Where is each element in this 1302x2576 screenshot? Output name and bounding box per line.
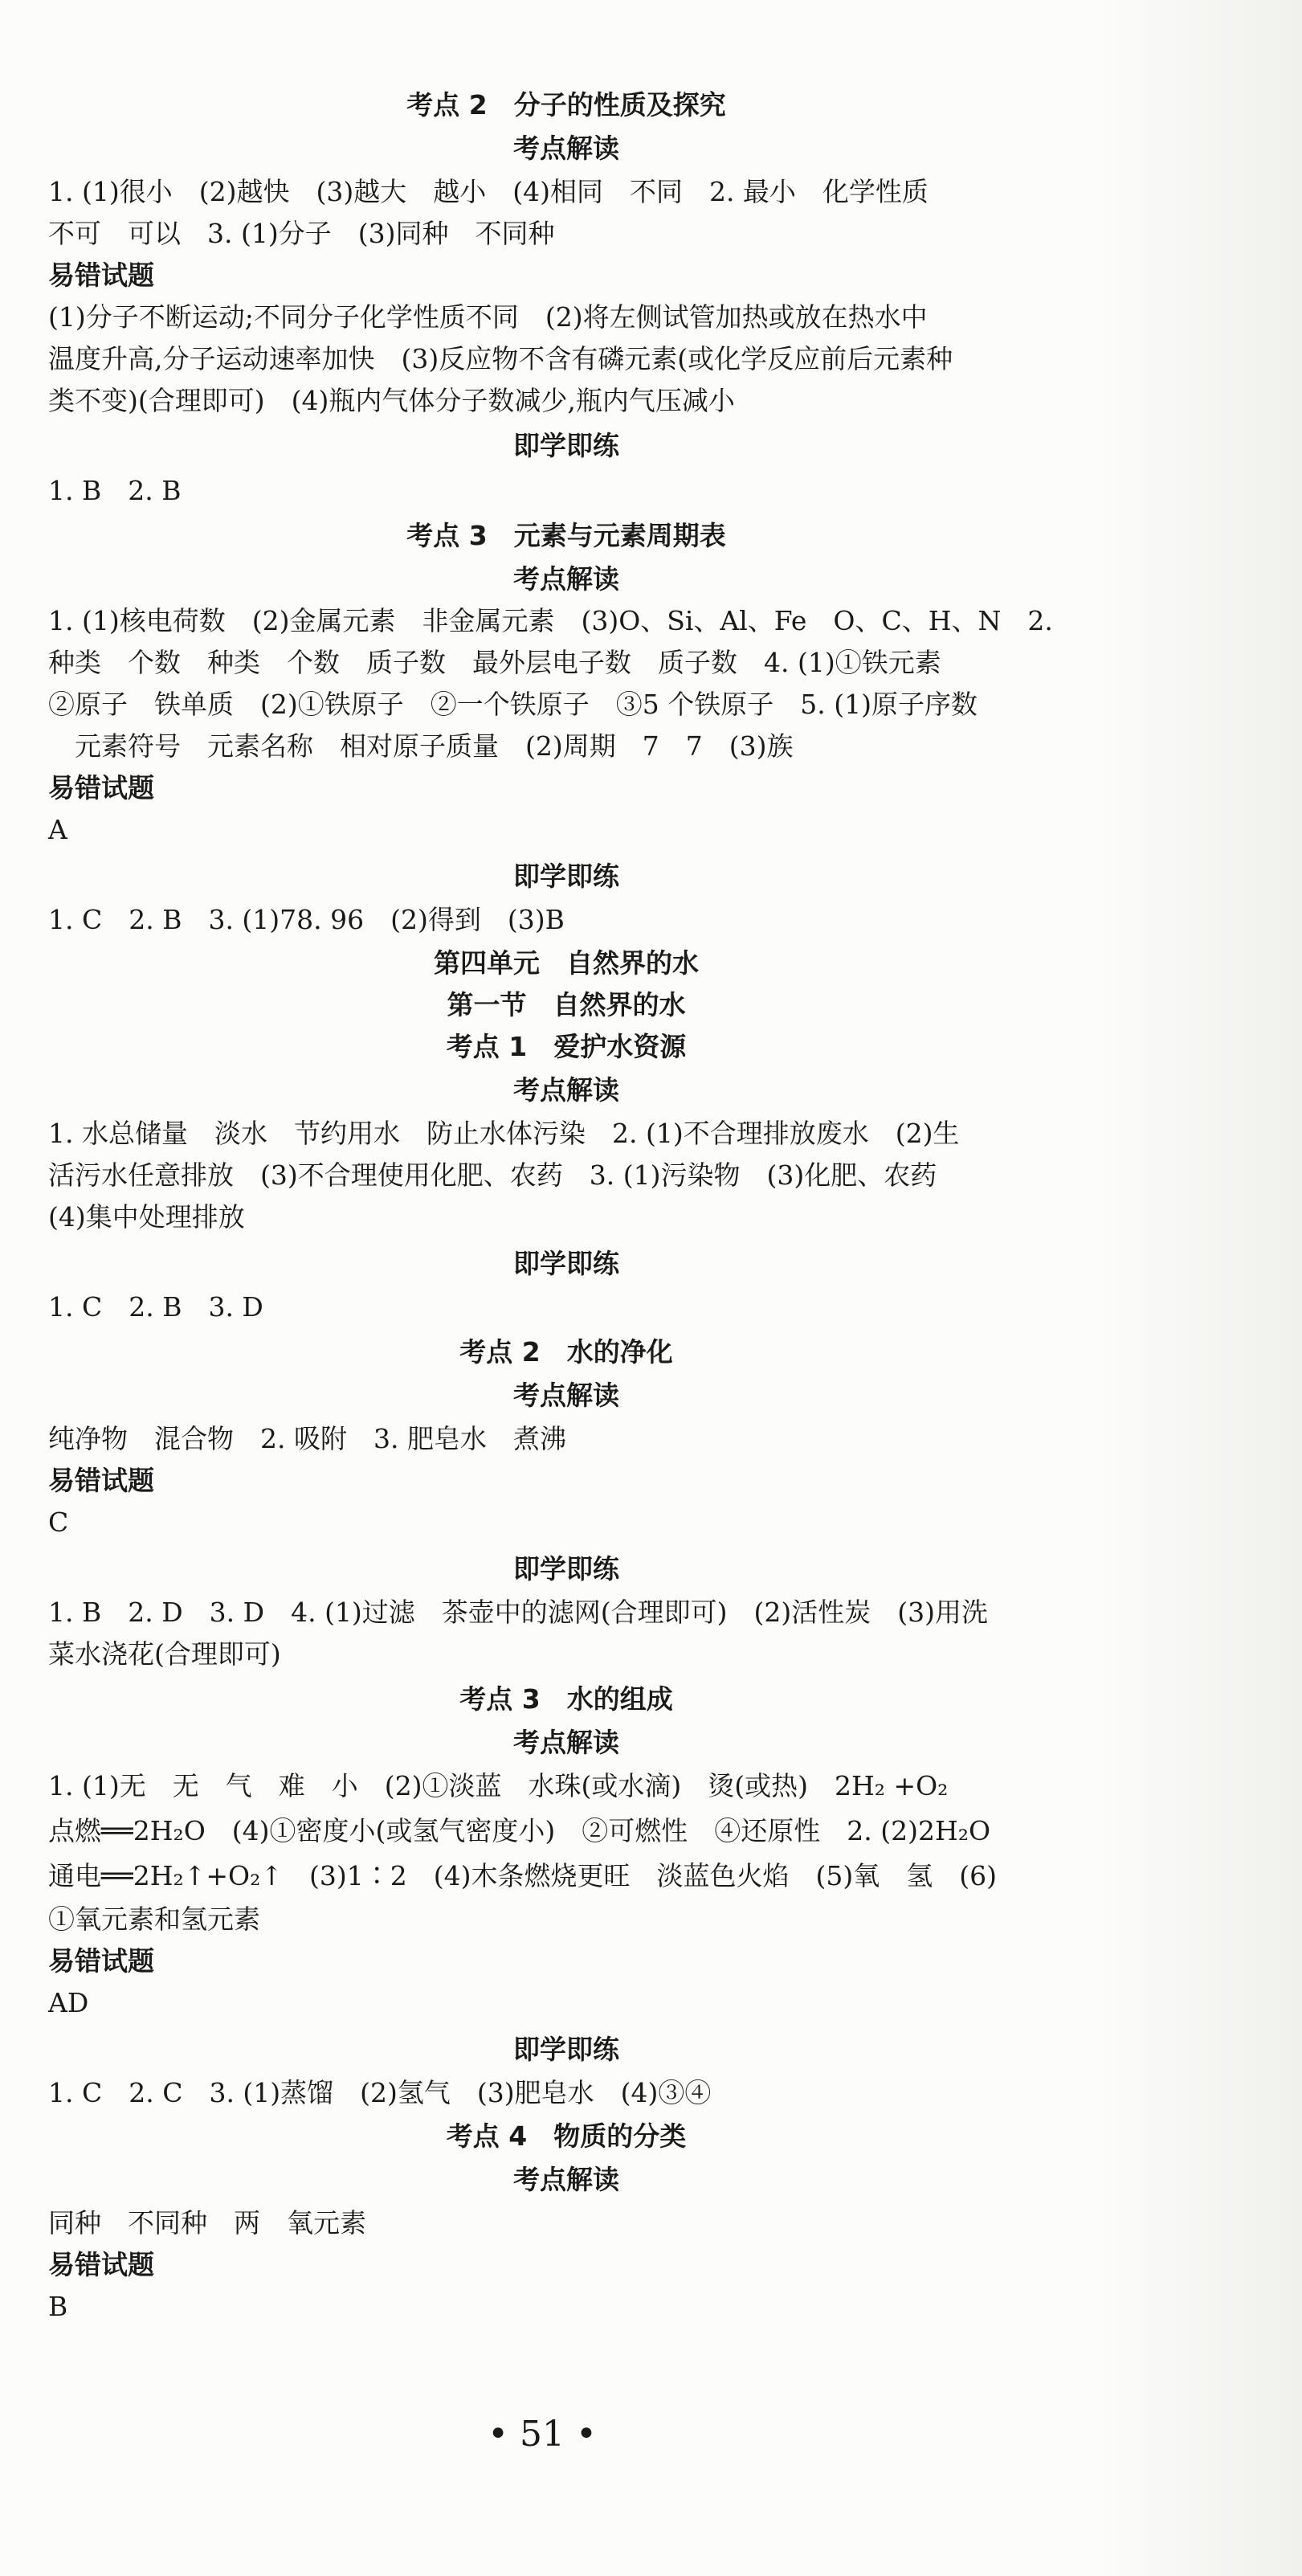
body-line: 菜水浇花(合理即可) — [48, 1638, 281, 1670]
body-line: 点燃══2H₂O (4)①密度小(或氢气密度小) ②可燃性 ④还原性 2. (2)2H₂O — [48, 1815, 991, 1846]
section-heading: 考点 4 物质的分类 — [446, 2120, 687, 2152]
body-line: 温度升高,分子运动速率加快 (3)反应物不含有磷元素(或化学反应前后元素种 — [48, 343, 953, 374]
sub-heading: 考点解读 — [513, 1380, 619, 1411]
unit-heading: 第四单元 自然界的水 — [434, 947, 699, 979]
section-heading: 考点 3 元素与元素周期表 — [406, 520, 726, 551]
sub-heading: 即学即练 — [513, 2034, 619, 2065]
body-line: AD — [48, 1987, 89, 2018]
body-line: 活污水任意排放 (3)不合理使用化肥、农药 3. (1)污染物 (3)化肥、农药 — [48, 1159, 937, 1191]
body-line: 1. C 2. B 3. D — [48, 1291, 263, 1323]
body-line: 1. (1)无 无 气 难 小 (2)①淡蓝 水珠(或水滴) 烫(或热) 2H₂ +O₂ — [48, 1770, 949, 1801]
body-line: 同种 不同种 两 氧元素 — [48, 2207, 366, 2239]
label-heading: 易错试题 — [48, 1465, 154, 1496]
sub-heading: 考点解读 — [513, 133, 619, 164]
body-line: 不可 可以 3. (1)分子 (3)同种 不同种 — [48, 218, 555, 249]
body-line: 类不变)(合理即可) (4)瓶内气体分子数减少,瓶内气压减小 — [48, 385, 735, 416]
sub-heading: 即学即练 — [513, 1248, 619, 1279]
body-line: 1. 水总储量 淡水 节约用水 防止水体污染 2. (1)不合理排放废水 (2)生 — [48, 1118, 960, 1149]
sub-heading: 考点解读 — [513, 563, 619, 595]
body-line: 纯净物 混合物 2. 吸附 3. 肥皂水 煮沸 — [48, 1423, 566, 1454]
sub-heading: 即学即练 — [513, 861, 619, 892]
body-line: 通电══2H₂↑+O₂↑ (3)1∶2 (4)木条燃烧更旺 淡蓝色火焰 (5)氧 氢 (6) — [48, 1860, 997, 1891]
sub-heading: 考点解读 — [513, 2164, 619, 2195]
body-line: B — [48, 2291, 68, 2322]
body-line: ①氧元素和氢元素 — [48, 1903, 260, 1935]
page-edge-shadow — [1093, 0, 1302, 2576]
body-line: (1)分子不断运动;不同分子化学性质不同 (2)将左侧试管加热或放在热水中 — [48, 301, 928, 333]
body-line: (4)集中处理排放 — [48, 1201, 245, 1233]
body-line: A — [48, 814, 67, 845]
label-heading: 易错试题 — [48, 2249, 154, 2280]
body-line: 1. B 2. D 3. D 4. (1)过滤 茶壶中的滤网(合理即可) (2)活性炭 (3)用洗 — [48, 1597, 989, 1628]
section-heading: 考点 3 水的组成 — [459, 1683, 673, 1715]
body-line: 1. C 2. B 3. (1)78. 96 (2)得到 (3)B — [48, 904, 565, 935]
label-heading: 易错试题 — [48, 260, 154, 291]
body-line: 种类 个数 种类 个数 质子数 最外层电子数 质子数 4. (1)①铁元素 — [48, 647, 941, 678]
body-line: 1. (1)很小 (2)越快 (3)越大 越小 (4)相同 不同 2. 最小 化学性质 — [48, 176, 929, 207]
page-number: • 51 • — [488, 2414, 597, 2455]
sub-heading: 即学即练 — [513, 430, 619, 461]
label-heading: 易错试题 — [48, 772, 154, 803]
sub-heading: 考点解读 — [513, 1727, 619, 1758]
section-heading: 考点 2 水的净化 — [459, 1336, 673, 1368]
label-heading: 易错试题 — [48, 1945, 154, 1977]
sub-heading: 考点解读 — [513, 1074, 619, 1106]
body-line: 元素符号 元素名称 相对原子质量 (2)周期 7 7 (3)族 — [48, 730, 794, 762]
section-heading: 考点 1 爱护水资源 — [446, 1031, 687, 1062]
body-line: 1. C 2. C 3. (1)蒸馏 (2)氢气 (3)肥皂水 (4)③④ — [48, 2077, 712, 2108]
body-line: 1. (1)核电荷数 (2)金属元素 非金属元素 (3)O、Si、Al、Fe O、C、H、N 2. — [48, 605, 1053, 636]
body-line: C — [48, 1507, 69, 1538]
sub-heading: 即学即练 — [513, 1553, 619, 1584]
section-heading: 考点 2 分子的性质及探究 — [406, 89, 726, 121]
body-line: ②原子 铁单质 (2)①铁原子 ②一个铁原子 ③5 个铁原子 5. (1)原子序数 — [48, 689, 978, 720]
lesson-heading: 第一节 自然界的水 — [447, 989, 686, 1020]
body-line: 1. B 2. B — [48, 475, 182, 506]
